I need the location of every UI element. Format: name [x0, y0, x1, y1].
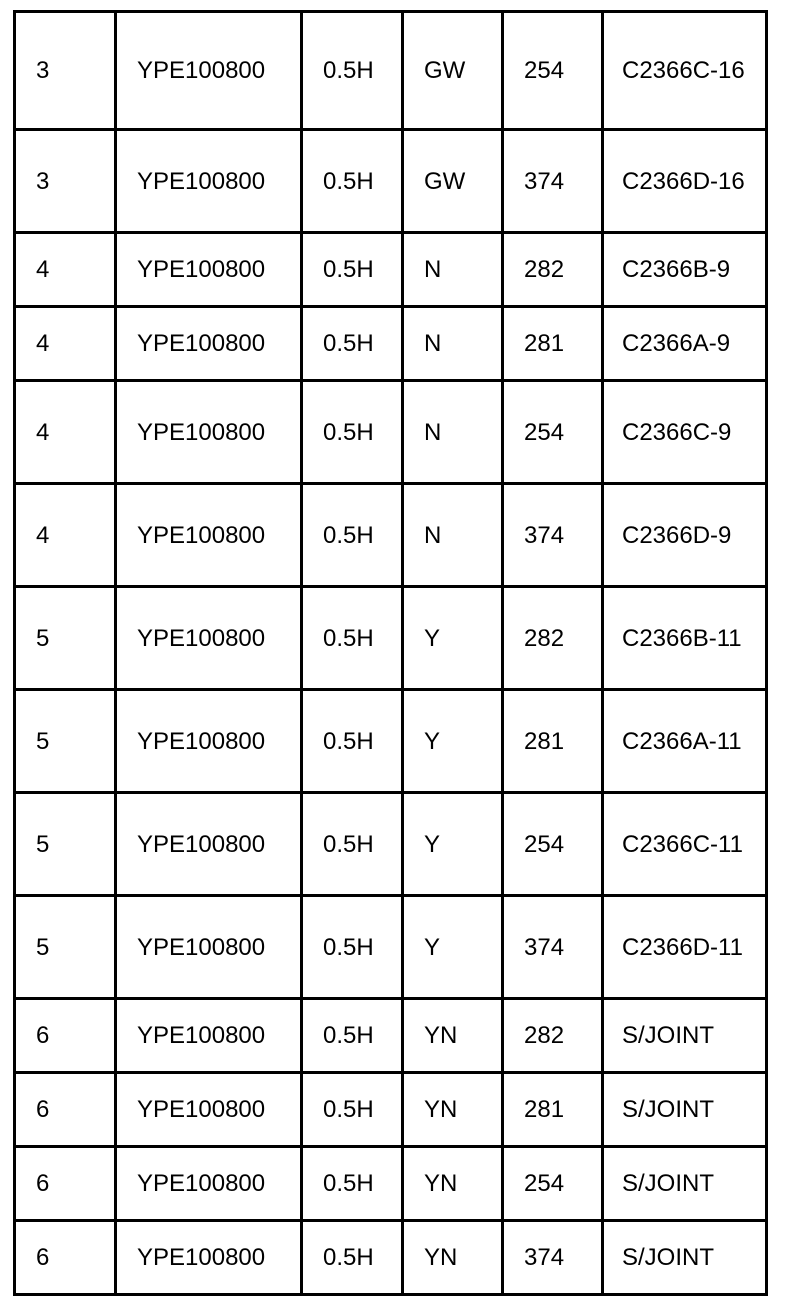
cell-code: C2366C-16	[603, 12, 767, 130]
table-body	[15, 12, 767, 1295]
cell-code: S/JOINT	[603, 999, 767, 1073]
table-row	[15, 130, 767, 233]
cell-length: 282	[503, 587, 603, 690]
cell-code: C2366D-11	[603, 896, 767, 999]
cell-number: 3	[15, 12, 116, 130]
cell-size: 0.5H	[302, 130, 403, 233]
table-row	[15, 233, 767, 307]
cell-size: 0.5H	[302, 690, 403, 793]
table-row	[15, 1073, 767, 1147]
table-row	[15, 1147, 767, 1221]
cell-size: 0.5H	[302, 233, 403, 307]
cell-number: 5	[15, 690, 116, 793]
cell-type: YN	[403, 999, 503, 1073]
cell-length: 282	[503, 999, 603, 1073]
cell-size: 0.5H	[302, 1073, 403, 1147]
cell-part-number: YPE100800	[116, 233, 302, 307]
cell-number: 6	[15, 1147, 116, 1221]
table-row	[15, 1221, 767, 1295]
table-row	[15, 484, 767, 587]
cell-part-number: YPE100800	[116, 381, 302, 484]
cell-code: S/JOINT	[603, 1073, 767, 1147]
cell-code: C2366D-9	[603, 484, 767, 587]
cell-type: N	[403, 233, 503, 307]
cell-number: 4	[15, 307, 116, 381]
cell-type: N	[403, 307, 503, 381]
cell-length: 254	[503, 1147, 603, 1221]
table-row	[15, 793, 767, 896]
cell-number: 4	[15, 381, 116, 484]
cell-type: N	[403, 381, 503, 484]
cell-length: 374	[503, 1221, 603, 1295]
cell-type: YN	[403, 1073, 503, 1147]
cell-size: 0.5H	[302, 12, 403, 130]
cell-part-number: YPE100800	[116, 1221, 302, 1295]
cell-type: YN	[403, 1221, 503, 1295]
cell-type: Y	[403, 896, 503, 999]
cell-part-number: YPE100800	[116, 307, 302, 381]
cell-size: 0.5H	[302, 307, 403, 381]
cell-number: 3	[15, 130, 116, 233]
cell-part-number: YPE100800	[116, 587, 302, 690]
cell-number: 5	[15, 587, 116, 690]
cell-number: 4	[15, 233, 116, 307]
cell-code: C2366A-9	[603, 307, 767, 381]
cell-part-number: YPE100800	[116, 793, 302, 896]
cell-length: 281	[503, 690, 603, 793]
cell-code: C2366B-9	[603, 233, 767, 307]
cell-code: S/JOINT	[603, 1147, 767, 1221]
parts-table	[13, 10, 768, 1296]
cell-size: 0.5H	[302, 1147, 403, 1221]
cell-number: 6	[15, 999, 116, 1073]
table-row	[15, 381, 767, 484]
cell-code: C2366B-11	[603, 587, 767, 690]
cell-part-number: YPE100800	[116, 896, 302, 999]
table-row	[15, 307, 767, 381]
cell-length: 281	[503, 1073, 603, 1147]
cell-part-number: YPE100800	[116, 1073, 302, 1147]
table-row	[15, 587, 767, 690]
cell-length: 374	[503, 484, 603, 587]
table-row	[15, 12, 767, 130]
cell-length: 254	[503, 381, 603, 484]
cell-size: 0.5H	[302, 896, 403, 999]
cell-type: GW	[403, 12, 503, 130]
cell-type: Y	[403, 793, 503, 896]
cell-length: 254	[503, 12, 603, 130]
cell-size: 0.5H	[302, 999, 403, 1073]
cell-code: C2366C-9	[603, 381, 767, 484]
cell-code: C2366D-16	[603, 130, 767, 233]
cell-part-number: YPE100800	[116, 130, 302, 233]
table-row	[15, 690, 767, 793]
cell-size: 0.5H	[302, 381, 403, 484]
cell-length: 374	[503, 130, 603, 233]
cell-number: 4	[15, 484, 116, 587]
cell-number: 6	[15, 1073, 116, 1147]
cell-part-number: YPE100800	[116, 999, 302, 1073]
cell-length: 282	[503, 233, 603, 307]
cell-part-number: YPE100800	[116, 690, 302, 793]
table-row	[15, 896, 767, 999]
cell-size: 0.5H	[302, 793, 403, 896]
cell-type: N	[403, 484, 503, 587]
cell-part-number: YPE100800	[116, 12, 302, 130]
cell-code: C2366C-11	[603, 793, 767, 896]
cell-type: GW	[403, 130, 503, 233]
cell-length: 374	[503, 896, 603, 999]
cell-type: YN	[403, 1147, 503, 1221]
cell-part-number: YPE100800	[116, 484, 302, 587]
cell-number: 5	[15, 896, 116, 999]
cell-type: Y	[403, 587, 503, 690]
cell-code: C2366A-11	[603, 690, 767, 793]
cell-length: 281	[503, 307, 603, 381]
table-row	[15, 999, 767, 1073]
cell-size: 0.5H	[302, 1221, 403, 1295]
cell-size: 0.5H	[302, 587, 403, 690]
cell-number: 5	[15, 793, 116, 896]
cell-number: 6	[15, 1221, 116, 1295]
cell-size: 0.5H	[302, 484, 403, 587]
cell-length: 254	[503, 793, 603, 896]
cell-code: S/JOINT	[603, 1221, 767, 1295]
cell-type: Y	[403, 690, 503, 793]
cell-part-number: YPE100800	[116, 1147, 302, 1221]
